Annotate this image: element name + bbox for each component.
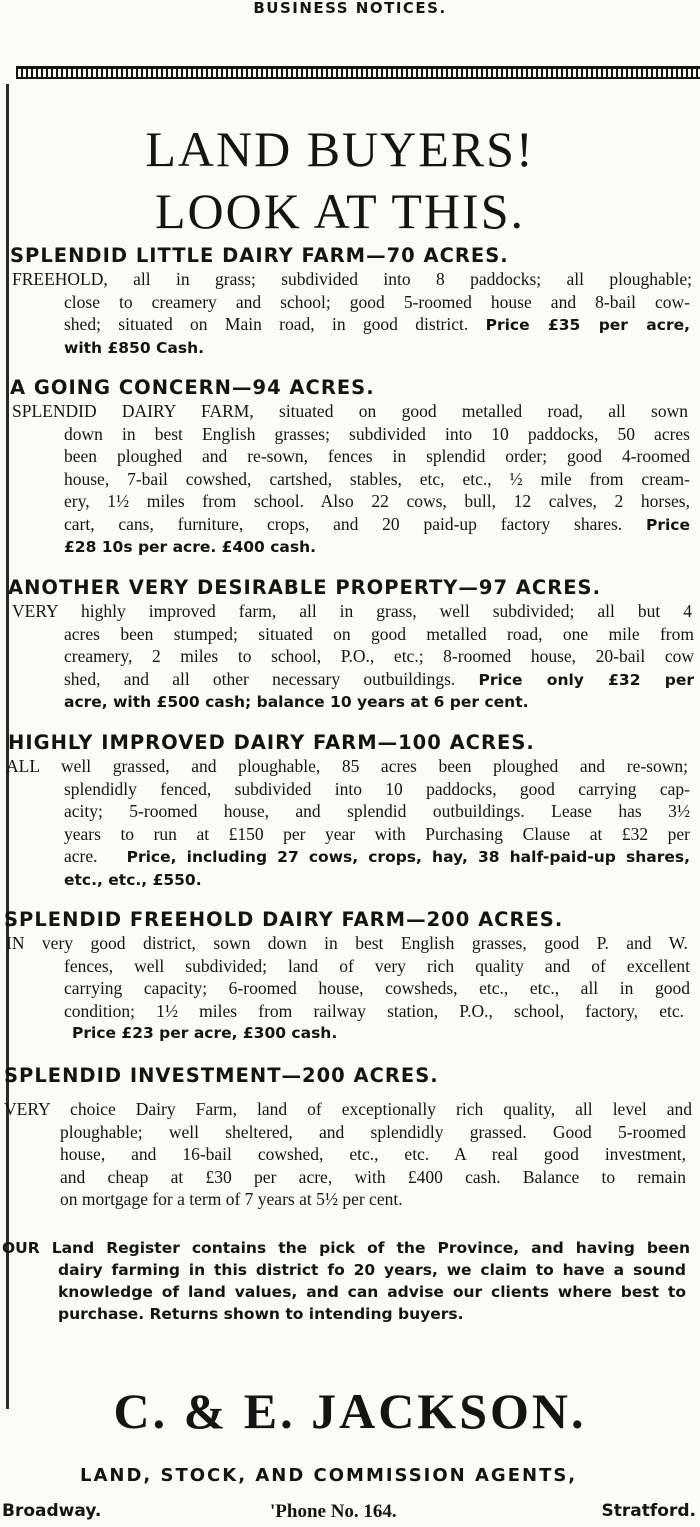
listing-line: close to creamery and school; good 5-roomed house and 8-bail cow- — [64, 291, 690, 312]
listing-line: IN very good district, sown down in best English grasses, good P. and W. — [6, 933, 688, 953]
listing-line: ALL well grassed, and ploughable, 85 acres been ploughed and re-sown; — [6, 756, 688, 776]
listing-price-line: acre, with £500 cash; balance 10 years at 6 per cent. — [64, 693, 529, 711]
listing-line: VERY choice Dairy Farm, land of exceptionally rich quality, all level and — [4, 1099, 692, 1119]
listing-line: acity; 5-roomed house, and splendid outbuildings. Lease has 3½ — [64, 801, 690, 821]
listing-line: house, 7-bail cowshed, cartshed, stables, etc, etc., ½ mile from cream- — [64, 468, 690, 489]
listing-200-acres-freehold — [0, 908, 700, 1045]
listing-title: A GOING CONCERN—94 ACRES. — [10, 376, 375, 399]
listing-line: down in best English grasses; subdivided into 10 paddocks, 50 acres — [64, 423, 690, 444]
firm-tagline: LAND, STOCK, AND COMMISSION AGENTS, — [80, 1465, 578, 1486]
listing-line: condition; 1½ miles from railway station, P.O., school, factory, etc. — [64, 1000, 684, 1021]
listing-line: ery, 1½ miles from school. Also 22 cows, bull, 12 calves, 2 horses, — [64, 491, 690, 511]
listing-price-line: etc., etc., £550. — [64, 870, 202, 889]
register-line: knowledge of land values, and can advise our clients where best to — [58, 1283, 686, 1301]
header-rule — [16, 66, 700, 79]
listing-100-acres — [0, 731, 700, 891]
listing-price-line: Price £23 per acre, £300 cash. — [72, 1024, 338, 1042]
listing-text: shed, and all other necessary outbuildings. — [64, 668, 456, 689]
listing-line — [0, 513, 690, 537]
listing-94-acres — [0, 376, 700, 559]
section-header: BUSINESS NOTICES. — [253, 0, 447, 17]
listing-line: FREEHOLD, all in grass; subdivided into 8 paddocks; all ploughable; — [12, 269, 692, 289]
listing-title: HIGHLY IMPROVED DAIRY FARM—100 ACRES. — [8, 731, 535, 754]
listing-line — [0, 668, 694, 692]
listing-title: SPLENDID INVESTMENT—200 ACRES. — [4, 1064, 439, 1087]
listing-text: shed; situated on Main road, in good district. — [64, 314, 469, 334]
listing-title: SPLENDID LITTLE DAIRY FARM—70 ACRES. — [10, 244, 509, 267]
listing-line: years to run at £150 per year with Purchasing Clause at £32 per — [64, 823, 690, 844]
listing-200-acres-investment — [0, 1064, 700, 1211]
listing-text: cart, cans, furniture, crops, and 20 paid-up factory shares. — [64, 513, 623, 534]
listing-line: carrying capacity; 6-roomed house, cowsheds, etc., etc., all in good — [64, 978, 690, 998]
register-line: dairy farming in this district fo 20 years, we claim to have a sound — [58, 1261, 686, 1279]
headline-line-2: LOOK AT THIS. — [154, 183, 526, 239]
listing-line: SPLENDID DAIRY FARM, situated on good metalled road, all sown — [12, 401, 688, 421]
footer-town: Stratford. — [601, 1501, 696, 1521]
listing-line: creamery, 2 miles to school, P.O., etc.; 8-roomed house, 20-bail cow — [64, 646, 694, 666]
listing-price: Price only £32 per — [478, 670, 695, 689]
listing-price: Price, including 27 cows, crops, hay, 38 half-paid-up shares, — [126, 848, 690, 866]
listing-price-line: £28 10s per acre. £400 cash. — [64, 538, 317, 556]
footer — [0, 1501, 700, 1527]
listing-title: ANOTHER VERY DESIRABLE PROPERTY—97 ACRES. — [8, 576, 601, 599]
listing-line: on mortgage for a term of 7 years at 5½ per cent. — [60, 1189, 403, 1209]
footer-phone: 'Phone No. 164. — [270, 1501, 397, 1522]
listing-line: splendidly fenced, subdivided into 10 paddocks, good carrying cap- — [64, 778, 690, 799]
listing-line: fences, well subdivided; land of very rich quality and of excellent — [64, 955, 690, 976]
listing-price-line: with £850 Cash. — [64, 338, 204, 357]
listing-line: been ploughed and re-sown, fences in splendid order; good 4-roomed — [64, 446, 690, 466]
listing-line: and cheap at £30 per acre, with £400 cash. Balance to remain — [60, 1166, 686, 1187]
listing-97-acres — [0, 576, 700, 714]
listing-price: Price £35 per acre, — [485, 316, 690, 334]
listing-line — [0, 313, 690, 337]
listing-line — [0, 845, 690, 869]
listing-line: house, and 16-bail cowshed, etc., etc. A real good investment, — [60, 1144, 686, 1164]
register-line: OUR Land Register contains the pick of the Province, and having been — [2, 1239, 690, 1257]
firm-name: C. & E. JACKSON. — [113, 1383, 587, 1439]
listing-price: Price — [645, 515, 690, 534]
headline-line-1: LAND BUYERS! — [145, 121, 535, 177]
listing-70-acres — [0, 244, 700, 359]
land-register-note — [2, 1237, 692, 1325]
listing-line: acres been stumped; situated on good metalled road, one mile from — [64, 623, 694, 644]
listing-line: VERY highly improved farm, all in grass, well subdivided; all but 4 — [12, 601, 692, 621]
footer-address: Broadway. — [2, 1501, 102, 1521]
listing-text: acre. — [64, 846, 98, 866]
listing-title: SPLENDID FREEHOLD DAIRY FARM—200 ACRES. — [4, 908, 564, 931]
listing-line: ploughable; well sheltered, and splendidly grassed. Good 5-roomed — [60, 1121, 686, 1142]
register-line: purchase. Returns shown to intending buyers. — [58, 1305, 464, 1323]
